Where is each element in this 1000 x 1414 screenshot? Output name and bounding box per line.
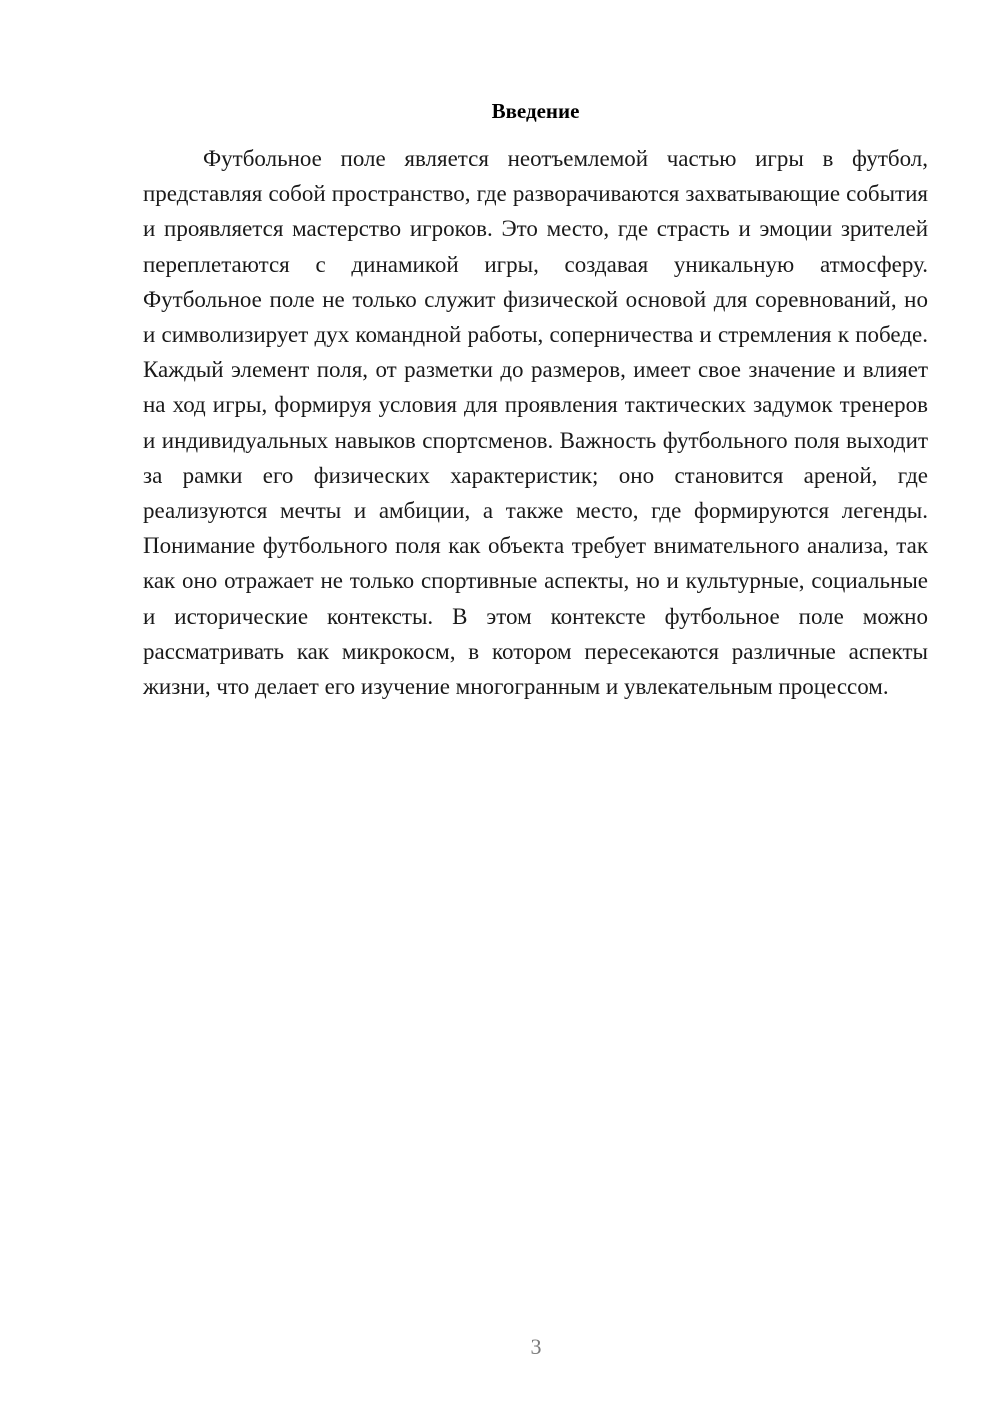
body-paragraph: Футбольное поле является неотъемлемой частью игры в футбол, представляя собой пространство, где разворачиваются захватывающие события и проявляется мастерство игроков. Это место, где страсть и эмоции зрителей переплетаются с динамикой игры, создавая уникальную атмосферу. Футбольное поле не только служит физической основой для соревнований, но и символизирует дух командной работы, соперничества и стремления к победе. Каждый элемент поля, от разметки до размеров, имеет свое значение и влияет на ход игры, формируя условия для проявления тактических задумок тренеров и индивидуальных навыков спортсменов. Важность футбольного поля выходит за рамки его физических характеристик; оно становится ареной, где реализуются мечты и амбиции, а также место, где формируются легенды. Понимание футбольного поля как объекта требует внимательного анализа, так как оно отражает не только спортивные аспекты, но и культурные, социальные и исторические контексты. В этом контексте футбольное поле можно рассматривать как микрокосм, в котором пересекаются различные аспекты жизни, что делает его изучение многогранным и увлекательным процессом. bbox=[143, 146, 928, 700]
section-heading: Введение bbox=[491, 99, 580, 123]
page-number: 3 bbox=[530, 1334, 542, 1359]
